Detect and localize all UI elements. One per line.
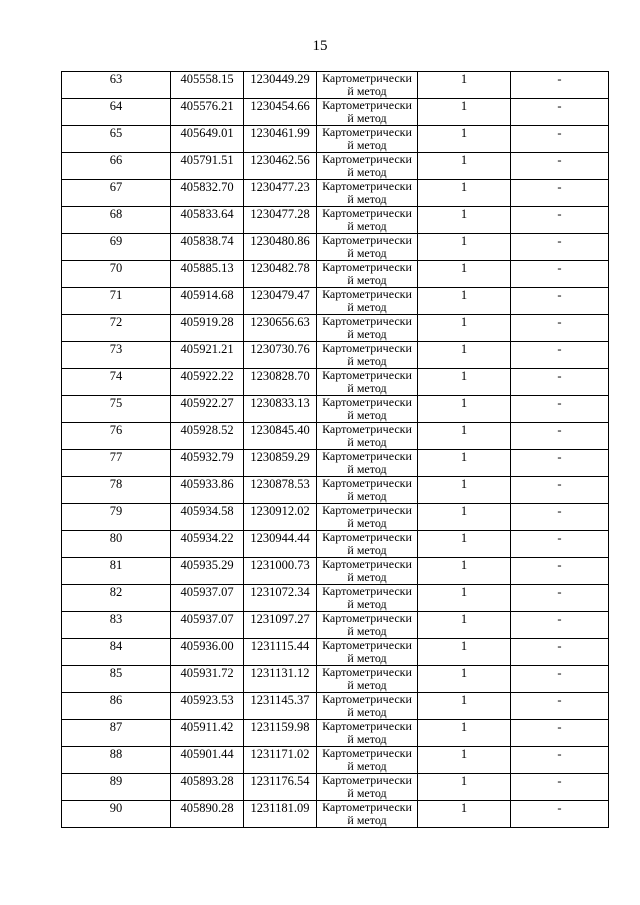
method-cell: Картометрически й метод: [317, 666, 418, 693]
point-number-cell: 64: [62, 99, 171, 126]
point-number-cell: 85: [62, 666, 171, 693]
x-coordinate-cell: 405935.29: [171, 558, 244, 585]
table-row: [62, 126, 609, 153]
x-coordinate-cell: 405933.86: [171, 477, 244, 504]
x-coordinate-cell: 405558.15: [171, 72, 244, 99]
description-cell: -: [511, 126, 609, 153]
point-number-cell: 68: [62, 207, 171, 234]
x-coordinate-cell: 405791.51: [171, 153, 244, 180]
point-number-cell: 83: [62, 612, 171, 639]
y-coordinate-cell: 1231159.98: [244, 720, 317, 747]
point-number-cell: 82: [62, 585, 171, 612]
description-cell: -: [511, 207, 609, 234]
description-cell: -: [511, 693, 609, 720]
table-row: [62, 207, 609, 234]
x-coordinate-cell: 405890.28: [171, 801, 244, 828]
table-row: [62, 261, 609, 288]
coordinates-table-body: [62, 72, 609, 828]
x-coordinate-cell: 405893.28: [171, 774, 244, 801]
y-coordinate-cell: 1230479.47: [244, 288, 317, 315]
error-cell: 1: [418, 531, 511, 558]
y-coordinate-cell: 1230480.86: [244, 234, 317, 261]
method-cell: Картометрически й метод: [317, 774, 418, 801]
y-coordinate-cell: 1230828.70: [244, 369, 317, 396]
table-row: [62, 180, 609, 207]
point-number-cell: 63: [62, 72, 171, 99]
method-cell: Картометрически й метод: [317, 396, 418, 423]
method-cell: Картометрически й метод: [317, 99, 418, 126]
method-cell: Картометрически й метод: [317, 747, 418, 774]
description-cell: -: [511, 72, 609, 99]
point-number-cell: 84: [62, 639, 171, 666]
point-number-cell: 71: [62, 288, 171, 315]
description-cell: -: [511, 558, 609, 585]
y-coordinate-cell: 1231072.34: [244, 585, 317, 612]
y-coordinate-cell: 1230912.02: [244, 504, 317, 531]
error-cell: 1: [418, 180, 511, 207]
point-number-cell: 79: [62, 504, 171, 531]
method-cell: Картометрически й метод: [317, 504, 418, 531]
point-number-cell: 75: [62, 396, 171, 423]
table-row: [62, 774, 609, 801]
description-cell: -: [511, 180, 609, 207]
x-coordinate-cell: 405922.27: [171, 396, 244, 423]
error-cell: 1: [418, 99, 511, 126]
x-coordinate-cell: 405932.79: [171, 450, 244, 477]
method-cell: Картометрически й метод: [317, 693, 418, 720]
error-cell: 1: [418, 369, 511, 396]
error-cell: 1: [418, 342, 511, 369]
description-cell: -: [511, 747, 609, 774]
y-coordinate-cell: 1230482.78: [244, 261, 317, 288]
method-cell: Картометрически й метод: [317, 72, 418, 99]
description-cell: -: [511, 99, 609, 126]
point-number-cell: 78: [62, 477, 171, 504]
y-coordinate-cell: 1231176.54: [244, 774, 317, 801]
description-cell: -: [511, 612, 609, 639]
table-row: [62, 99, 609, 126]
y-coordinate-cell: 1231097.27: [244, 612, 317, 639]
y-coordinate-cell: 1231115.44: [244, 639, 317, 666]
method-cell: Картометрически й метод: [317, 180, 418, 207]
table-row: [62, 234, 609, 261]
error-cell: 1: [418, 234, 511, 261]
point-number-cell: 80: [62, 531, 171, 558]
error-cell: 1: [418, 612, 511, 639]
point-number-cell: 87: [62, 720, 171, 747]
description-cell: -: [511, 720, 609, 747]
x-coordinate-cell: 405922.22: [171, 369, 244, 396]
method-cell: Картометрически й метод: [317, 234, 418, 261]
error-cell: 1: [418, 315, 511, 342]
y-coordinate-cell: 1230944.44: [244, 531, 317, 558]
method-cell: Картометрически й метод: [317, 639, 418, 666]
y-coordinate-cell: 1230833.13: [244, 396, 317, 423]
table-row: [62, 450, 609, 477]
description-cell: -: [511, 315, 609, 342]
method-cell: Картометрически й метод: [317, 423, 418, 450]
x-coordinate-cell: 405937.07: [171, 612, 244, 639]
x-coordinate-cell: 405937.07: [171, 585, 244, 612]
point-number-cell: 89: [62, 774, 171, 801]
table-row: [62, 153, 609, 180]
description-cell: -: [511, 504, 609, 531]
description-cell: -: [511, 639, 609, 666]
table-row: [62, 504, 609, 531]
error-cell: 1: [418, 747, 511, 774]
method-cell: Картометрически й метод: [317, 126, 418, 153]
point-number-cell: 73: [62, 342, 171, 369]
x-coordinate-cell: 405936.00: [171, 639, 244, 666]
table-row: [62, 477, 609, 504]
error-cell: 1: [418, 558, 511, 585]
error-cell: 1: [418, 477, 511, 504]
table-row: [62, 315, 609, 342]
point-number-cell: 88: [62, 747, 171, 774]
method-cell: Картометрически й метод: [317, 342, 418, 369]
error-cell: 1: [418, 693, 511, 720]
point-number-cell: 65: [62, 126, 171, 153]
y-coordinate-cell: 1230477.23: [244, 180, 317, 207]
table-row: [62, 612, 609, 639]
y-coordinate-cell: 1230461.99: [244, 126, 317, 153]
x-coordinate-cell: 405832.70: [171, 180, 244, 207]
table-row: [62, 693, 609, 720]
x-coordinate-cell: 405934.58: [171, 504, 244, 531]
table-row: [62, 558, 609, 585]
description-cell: -: [511, 801, 609, 828]
description-cell: -: [511, 666, 609, 693]
y-coordinate-cell: 1230730.76: [244, 342, 317, 369]
point-number-cell: 72: [62, 315, 171, 342]
description-cell: -: [511, 774, 609, 801]
x-coordinate-cell: 405911.42: [171, 720, 244, 747]
x-coordinate-cell: 405885.13: [171, 261, 244, 288]
table-row: [62, 801, 609, 828]
x-coordinate-cell: 405914.68: [171, 288, 244, 315]
error-cell: 1: [418, 639, 511, 666]
y-coordinate-cell: 1230454.66: [244, 99, 317, 126]
table-row: [62, 720, 609, 747]
error-cell: 1: [418, 288, 511, 315]
description-cell: -: [511, 342, 609, 369]
point-number-cell: 81: [62, 558, 171, 585]
x-coordinate-cell: 405833.64: [171, 207, 244, 234]
method-cell: Картометрически й метод: [317, 369, 418, 396]
method-cell: Картометрически й метод: [317, 315, 418, 342]
method-cell: Картометрически й метод: [317, 153, 418, 180]
description-cell: -: [511, 288, 609, 315]
description-cell: -: [511, 396, 609, 423]
x-coordinate-cell: 405576.21: [171, 99, 244, 126]
y-coordinate-cell: 1231145.37: [244, 693, 317, 720]
x-coordinate-cell: 405934.22: [171, 531, 244, 558]
method-cell: Картометрически й метод: [317, 612, 418, 639]
point-number-cell: 66: [62, 153, 171, 180]
table-row: [62, 342, 609, 369]
point-number-cell: 86: [62, 693, 171, 720]
table-row: [62, 666, 609, 693]
y-coordinate-cell: 1230656.63: [244, 315, 317, 342]
method-cell: Картометрически й метод: [317, 558, 418, 585]
method-cell: Картометрически й метод: [317, 531, 418, 558]
error-cell: 1: [418, 801, 511, 828]
x-coordinate-cell: 405838.74: [171, 234, 244, 261]
error-cell: 1: [418, 450, 511, 477]
y-coordinate-cell: 1230878.53: [244, 477, 317, 504]
description-cell: -: [511, 531, 609, 558]
coordinates-table: [61, 71, 609, 828]
method-cell: Картометрически й метод: [317, 477, 418, 504]
x-coordinate-cell: 405928.52: [171, 423, 244, 450]
error-cell: 1: [418, 504, 511, 531]
method-cell: Картометрически й метод: [317, 261, 418, 288]
method-cell: Картометрически й метод: [317, 585, 418, 612]
error-cell: 1: [418, 126, 511, 153]
method-cell: Картометрически й метод: [317, 720, 418, 747]
error-cell: 1: [418, 396, 511, 423]
table-row: [62, 288, 609, 315]
point-number-cell: 77: [62, 450, 171, 477]
method-cell: Картометрически й метод: [317, 207, 418, 234]
description-cell: -: [511, 153, 609, 180]
error-cell: 1: [418, 207, 511, 234]
table-row: [62, 531, 609, 558]
error-cell: 1: [418, 585, 511, 612]
description-cell: -: [511, 450, 609, 477]
method-cell: Картометрически й метод: [317, 801, 418, 828]
y-coordinate-cell: 1230859.29: [244, 450, 317, 477]
error-cell: 1: [418, 153, 511, 180]
point-number-cell: 74: [62, 369, 171, 396]
x-coordinate-cell: 405931.72: [171, 666, 244, 693]
table-row: [62, 396, 609, 423]
y-coordinate-cell: 1231171.02: [244, 747, 317, 774]
y-coordinate-cell: 1231000.73: [244, 558, 317, 585]
method-cell: Картометрически й метод: [317, 450, 418, 477]
y-coordinate-cell: 1230449.29: [244, 72, 317, 99]
y-coordinate-cell: 1230462.56: [244, 153, 317, 180]
table-row: [62, 423, 609, 450]
description-cell: -: [511, 261, 609, 288]
error-cell: 1: [418, 261, 511, 288]
description-cell: -: [511, 585, 609, 612]
point-number-cell: 67: [62, 180, 171, 207]
x-coordinate-cell: 405923.53: [171, 693, 244, 720]
description-cell: -: [511, 477, 609, 504]
y-coordinate-cell: 1231131.12: [244, 666, 317, 693]
error-cell: 1: [418, 666, 511, 693]
x-coordinate-cell: 405921.21: [171, 342, 244, 369]
description-cell: -: [511, 369, 609, 396]
description-cell: -: [511, 423, 609, 450]
point-number-cell: 69: [62, 234, 171, 261]
method-cell: Картометрически й метод: [317, 288, 418, 315]
error-cell: 1: [418, 720, 511, 747]
table-row: [62, 72, 609, 99]
error-cell: 1: [418, 774, 511, 801]
y-coordinate-cell: 1231181.09: [244, 801, 317, 828]
table-row: [62, 585, 609, 612]
point-number-cell: 76: [62, 423, 171, 450]
table-row: [62, 747, 609, 774]
y-coordinate-cell: 1230477.28: [244, 207, 317, 234]
x-coordinate-cell: 405649.01: [171, 126, 244, 153]
point-number-cell: 90: [62, 801, 171, 828]
point-number-cell: 70: [62, 261, 171, 288]
table-row: [62, 639, 609, 666]
description-cell: -: [511, 234, 609, 261]
page-number: 15: [312, 38, 328, 54]
x-coordinate-cell: 405901.44: [171, 747, 244, 774]
error-cell: 1: [418, 423, 511, 450]
table-row: [62, 369, 609, 396]
y-coordinate-cell: 1230845.40: [244, 423, 317, 450]
error-cell: 1: [418, 72, 511, 99]
x-coordinate-cell: 405919.28: [171, 315, 244, 342]
